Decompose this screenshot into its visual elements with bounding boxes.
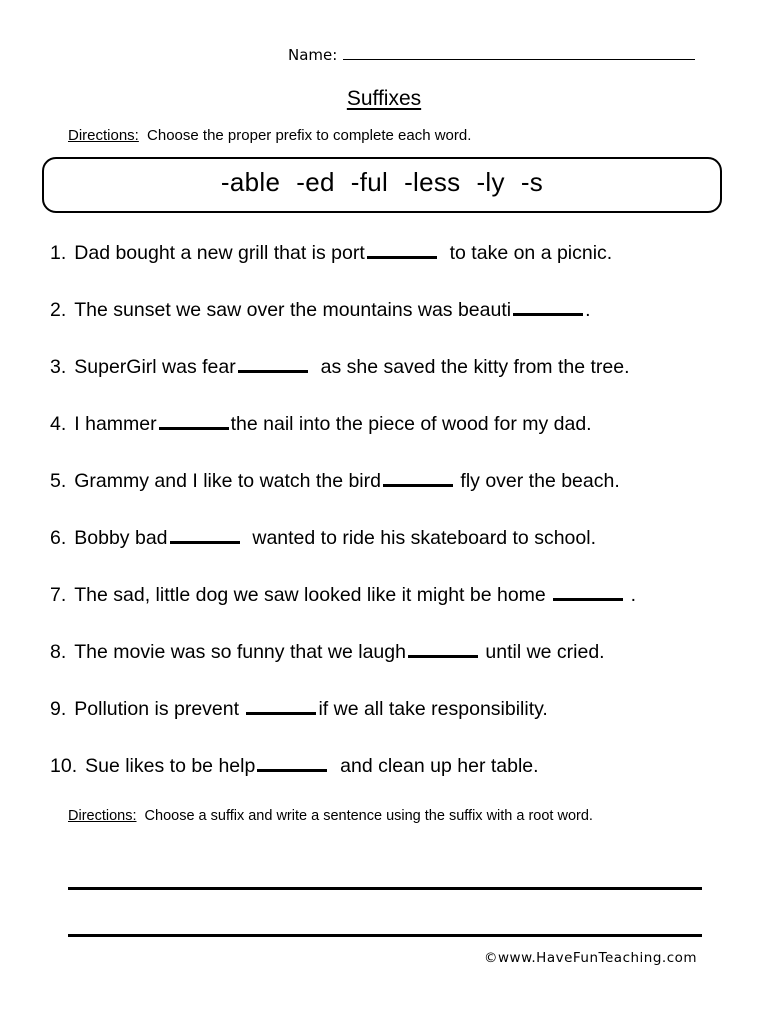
suffix-less: -less (404, 166, 461, 197)
question-item (50, 409, 750, 466)
question-item (50, 637, 750, 694)
directions-bottom (68, 806, 688, 827)
question-text-before: The movie was so funny that we laugh (74, 641, 406, 663)
name-field-row (288, 46, 695, 64)
suffix-s: -s (520, 166, 544, 197)
sentence-write-line[interactable] (68, 934, 702, 937)
question-item (50, 238, 750, 295)
question-text-after: to take on a picnic. (449, 242, 613, 264)
sentence-write-line[interactable] (68, 887, 702, 890)
question-item (50, 523, 750, 580)
question-text-before: The sad, little dog we saw looked like it might be home (74, 584, 546, 606)
answer-blank[interactable] (553, 580, 623, 601)
suffix-ly: -ly (476, 166, 505, 197)
question-text-after: until we cried. (485, 641, 605, 663)
question-item (50, 751, 750, 808)
question-item (50, 466, 750, 523)
directions-top (68, 125, 471, 146)
answer-blank[interactable] (170, 523, 240, 544)
question-number: 4. (50, 413, 67, 435)
question-text-after: the nail into the piece of wood for my dad. (230, 413, 592, 435)
directions-label: Directions: (68, 808, 137, 824)
question-number: 3. (50, 356, 67, 378)
suffix-ed: -ed (296, 166, 335, 197)
question-text-before: SuperGirl was fear (74, 356, 236, 378)
directions-text: Choose the proper prefix to complete each word. (147, 127, 472, 144)
question-number: 1. (50, 242, 67, 264)
question-list (50, 238, 750, 808)
answer-blank[interactable] (238, 352, 308, 373)
suffix-able: -able (220, 166, 281, 197)
question-number: 2. (50, 299, 67, 321)
name-write-line[interactable] (343, 47, 695, 60)
question-number: 9. (50, 698, 67, 720)
question-number: 10. (50, 755, 78, 777)
answer-blank[interactable] (257, 751, 327, 772)
question-text-after: . (585, 299, 591, 321)
directions-label: Directions: (68, 127, 139, 144)
question-text-after: fly over the beach. (460, 470, 620, 492)
suffix-word-bank (42, 157, 722, 213)
question-text-before: I hammer (74, 413, 157, 435)
question-item (50, 352, 750, 409)
question-text-after: as she saved the kitty from the tree. (320, 356, 630, 378)
copyright-footer: ©www.HaveFunTeaching.com (484, 950, 698, 966)
question-number: 5. (50, 470, 67, 492)
question-text-before: Bobby bad (74, 527, 168, 549)
page-title: Suffixes (346, 87, 422, 110)
answer-blank[interactable] (367, 238, 437, 259)
question-item (50, 694, 750, 751)
question-text-before: Grammy and I like to watch the bird (74, 470, 381, 492)
question-number: 7. (50, 584, 67, 606)
question-text-before: The sunset we saw over the mountains was beauti (74, 299, 512, 321)
answer-blank[interactable] (383, 466, 453, 487)
question-text-after: if we all take responsibility. (318, 698, 548, 720)
answer-blank[interactable] (513, 295, 583, 316)
name-label: Name: (288, 46, 338, 64)
question-text-after: and clean up her table. (340, 755, 539, 777)
question-number: 6. (50, 527, 67, 549)
question-number: 8. (50, 641, 67, 663)
question-text-before: Dad bought a new grill that is port (74, 242, 365, 264)
answer-blank[interactable] (246, 694, 316, 715)
answer-blank[interactable] (408, 637, 478, 658)
directions-text: Choose a suffix and write a sentence using the suffix with a root word. (144, 808, 593, 824)
question-text-before: Pollution is prevent (74, 698, 240, 720)
question-item (50, 580, 750, 637)
question-text-before: Sue likes to be help (85, 755, 256, 777)
suffix-ful: -ful (350, 166, 389, 197)
question-item (50, 295, 750, 352)
answer-blank[interactable] (159, 409, 229, 430)
question-text-after: wanted to ride his skateboard to school. (252, 527, 596, 549)
question-text-after: . (630, 584, 637, 606)
